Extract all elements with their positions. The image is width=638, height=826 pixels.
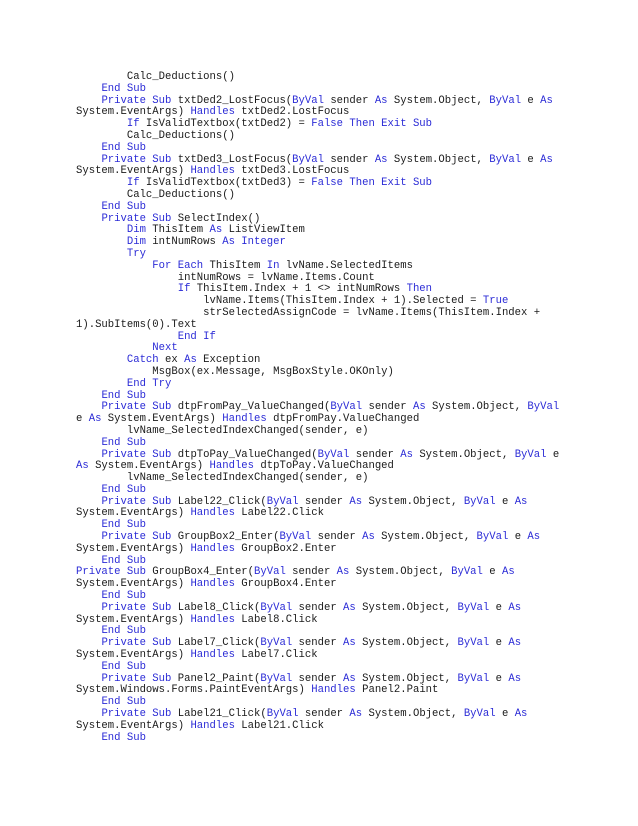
code-text: txtDed3.LostFocus — [234, 165, 350, 178]
code-keyword: Handles — [190, 165, 235, 178]
code-keyword: ByVal — [457, 601, 490, 614]
code-text — [76, 236, 127, 248]
code-text — [76, 154, 101, 166]
code-keyword: As — [540, 153, 553, 166]
code-text: Label21_Click( — [171, 708, 267, 721]
code-text: Label8.Click — [234, 613, 318, 626]
code-text: sender — [292, 637, 344, 650]
code-keyword: As — [412, 401, 426, 414]
code-line — [76, 508, 566, 520]
code-text — [76, 625, 101, 637]
code-keyword: ByVal — [451, 566, 483, 579]
code-keyword: Private Sub — [101, 708, 172, 721]
code-line — [76, 190, 566, 202]
code-keyword: ByVal — [260, 637, 293, 650]
code-keyword: ByVal — [292, 94, 324, 107]
code-text: System.EventArgs) — [76, 507, 191, 520]
code-keyword: As — [184, 354, 197, 367]
code-line — [76, 131, 566, 143]
code-keyword: End Sub — [101, 483, 146, 496]
code-keyword: As — [508, 601, 522, 614]
code-keyword: As — [501, 566, 515, 579]
code-text: ex — [158, 354, 185, 367]
code-text: System.EventArgs) — [76, 649, 191, 662]
code-keyword: As — [508, 637, 522, 650]
code-text — [76, 366, 152, 378]
code-text — [76, 472, 127, 484]
code-keyword: Then — [406, 283, 433, 296]
code-text: txtDed3_LostFocus( — [171, 153, 293, 166]
code-keyword: Handles — [222, 413, 267, 426]
code-text — [76, 283, 178, 295]
code-text: dtpToPay.ValueChanged — [254, 460, 394, 473]
code-keyword: Handles — [311, 684, 356, 697]
code-text: sender — [292, 672, 344, 685]
code-text — [76, 118, 127, 130]
code-keyword: Private Sub — [101, 637, 172, 650]
code-text: sender — [292, 601, 344, 614]
code-keyword: Try — [126, 247, 146, 260]
code-text — [76, 342, 152, 354]
code-keyword: As — [508, 672, 522, 685]
code-text: Label22.Click — [234, 507, 324, 520]
code-text: sender — [323, 94, 375, 107]
code-line — [76, 72, 566, 84]
code-text: e — [508, 531, 528, 544]
code-keyword: As — [349, 708, 363, 721]
code-text — [76, 260, 152, 272]
code-text: sender — [285, 566, 337, 579]
code-text: Label7.Click — [234, 649, 318, 662]
code-keyword: Private Sub — [101, 94, 172, 107]
code-text: System.EventArgs) — [76, 165, 191, 178]
code-keyword: In — [266, 259, 280, 272]
code-keyword: ByVal — [260, 672, 293, 685]
code-text: ThisItem — [145, 224, 210, 237]
code-text — [76, 696, 101, 708]
code-text: dtpFromPay.ValueChanged — [266, 413, 420, 426]
code-text: e — [521, 153, 541, 166]
code-text: System.Object, — [362, 708, 464, 721]
code-keyword: End Sub — [101, 200, 146, 213]
code-text: Panel2_Paint( — [171, 672, 261, 685]
code-keyword: End Sub — [101, 590, 146, 603]
code-keyword: Private Sub — [76, 566, 146, 579]
code-text — [76, 519, 101, 531]
code-text — [76, 189, 127, 201]
code-keyword: ByVal — [463, 495, 496, 508]
code-text: Panel2.Paint — [355, 684, 439, 697]
code-text — [76, 295, 203, 307]
code-text: sender — [362, 401, 413, 414]
code-text: System.Object, — [349, 566, 452, 579]
code-text — [76, 673, 101, 685]
code-keyword: Private Sub — [101, 401, 172, 414]
code-keyword: End Sub — [101, 519, 146, 532]
code-keyword: ByVal — [489, 94, 522, 107]
code-line — [76, 733, 566, 745]
code-text: GroupBox4.Enter — [234, 578, 337, 591]
code-keyword: End Sub — [101, 82, 146, 95]
code-line — [76, 544, 566, 556]
code-keyword: Private Sub — [101, 672, 172, 685]
code-text: System.EventArgs) — [101, 413, 223, 426]
code-text: Calc_Deductions() — [126, 188, 235, 201]
code-keyword: Private Sub — [101, 212, 172, 225]
code-keyword: As — [343, 601, 356, 614]
code-keyword: As — [209, 224, 223, 237]
code-text: System.EventArgs) — [76, 719, 191, 732]
code-keyword: As — [540, 94, 553, 107]
code-text: lvName.Items(ThisItem.Index + 1).Selected = — [203, 295, 483, 308]
code-keyword: ByVal — [266, 495, 299, 508]
code-text — [76, 142, 101, 154]
code-keyword: End Sub — [101, 696, 146, 709]
code-keyword: End Sub — [101, 389, 146, 402]
code-text — [76, 201, 101, 213]
code-keyword: Private Sub — [101, 153, 172, 166]
code-line — [76, 237, 566, 249]
code-text: Label8_Click( — [171, 601, 261, 614]
code-text: lvName.SelectedItems — [279, 259, 413, 272]
code-line — [76, 721, 566, 733]
code-text: GroupBox2.Enter — [234, 542, 337, 555]
code-text: System.Object, — [362, 495, 464, 508]
code-keyword: ByVal — [317, 448, 350, 461]
code-text: MsgBox(ex.Message, MsgBoxStyle.OKOnly) — [152, 365, 394, 378]
code-text: System.Object, — [355, 601, 458, 614]
code-text — [76, 484, 101, 496]
code-text — [76, 590, 101, 602]
code-keyword: As — [374, 153, 388, 166]
code-text: Label21.Click — [234, 719, 324, 732]
code-text — [76, 354, 127, 366]
code-text: System.Object, — [374, 531, 477, 544]
code-keyword: End Try — [126, 377, 172, 390]
code-text — [76, 331, 178, 343]
code-text: System.Windows.Forms.PaintEventArgs) — [76, 684, 312, 697]
code-text: sender — [311, 531, 363, 544]
code-text — [76, 449, 101, 461]
code-text — [76, 95, 101, 107]
code-keyword: ByVal — [330, 401, 363, 414]
code-text: lvName_SelectedIndexChanged(sender, e) — [126, 424, 369, 437]
code-text — [76, 496, 101, 508]
code-keyword: Handles — [190, 507, 235, 520]
code-keyword: End Sub — [101, 660, 146, 673]
code-keyword: ByVal — [476, 531, 509, 544]
code-keyword: Handles — [190, 649, 235, 662]
code-text: sender — [298, 708, 350, 721]
code-text — [76, 390, 101, 402]
code-text: System.Object, — [355, 637, 458, 650]
code-text — [76, 661, 101, 673]
code-keyword: As — [343, 637, 356, 650]
code-line — [76, 650, 566, 662]
code-text: System.EventArgs) — [76, 613, 191, 626]
code-keyword: As — [527, 531, 541, 544]
code-text: e — [521, 94, 541, 107]
code-keyword: False Then Exit Sub — [311, 118, 433, 131]
code-text: IsValidTextbox(txtDed2) = — [139, 118, 312, 131]
code-text — [76, 437, 101, 449]
code-text — [76, 272, 178, 284]
code-keyword: End Sub — [101, 554, 146, 567]
code-text — [76, 401, 101, 413]
code-text: Calc_Deductions() — [126, 129, 235, 142]
code-keyword: ByVal — [266, 708, 299, 721]
code-text: Label22_Click( — [171, 495, 267, 508]
code-text — [76, 425, 127, 437]
code-text — [76, 637, 101, 649]
code-keyword: Catch — [126, 354, 159, 367]
code-keyword: As — [76, 460, 89, 473]
code-text: System.EventArgs) — [76, 542, 191, 555]
code-text: System.EventArgs) — [76, 578, 191, 591]
code-keyword: If — [177, 283, 191, 296]
code-keyword: Dim — [126, 236, 146, 249]
code-keyword: ByVal — [254, 566, 286, 579]
code-keyword: End Sub — [101, 625, 146, 638]
code-text: GroupBox4_Enter( — [145, 566, 255, 579]
code-text: dtpToPay_ValueChanged( — [171, 448, 318, 461]
code-text: SelectIndex() — [171, 212, 261, 225]
code-text: txtDed2_LostFocus( — [171, 94, 293, 107]
code-text — [76, 177, 127, 189]
code-text — [76, 531, 101, 543]
code-line — [76, 579, 566, 591]
code-text: System.Object, — [412, 448, 515, 461]
code-text: sender — [323, 153, 375, 166]
code-text: System.EventArgs) — [88, 460, 210, 473]
code-text: e — [495, 495, 515, 508]
code-text: 1).SubItems(0).Text — [76, 318, 197, 331]
code-text: Calc_Deductions() — [126, 71, 235, 83]
code-text — [76, 378, 127, 390]
code-text: System.Object, — [425, 401, 528, 414]
code-text: e — [489, 601, 509, 614]
code-text: intNumRows — [145, 236, 223, 249]
code-keyword: ByVal — [514, 448, 547, 461]
code-keyword: As — [514, 495, 528, 508]
code-keyword: As — [349, 495, 363, 508]
code-listing — [76, 72, 566, 744]
code-text: sender — [349, 448, 401, 461]
code-text — [76, 708, 101, 720]
code-text — [76, 213, 101, 225]
code-keyword: As Integer — [222, 236, 286, 249]
code-text — [76, 83, 101, 95]
code-line — [76, 379, 566, 391]
code-text: txtDed2.LostFocus — [234, 106, 350, 119]
code-text: System.EventArgs) — [76, 106, 191, 119]
code-keyword: For Each — [152, 259, 204, 272]
code-text: GroupBox2_Enter( — [171, 531, 280, 544]
code-text: intNumRows = lvName.Items.Count — [177, 271, 375, 284]
code-keyword: Handles — [190, 719, 235, 732]
code-keyword: As — [400, 448, 413, 461]
code-keyword: As — [88, 413, 102, 426]
code-keyword: As — [343, 672, 356, 685]
code-text: e — [546, 448, 560, 461]
code-keyword: ByVal — [489, 153, 522, 166]
code-keyword: ByVal — [292, 153, 324, 166]
code-keyword: Handles — [190, 613, 235, 626]
code-keyword: As — [362, 531, 375, 544]
code-keyword: False Then Exit Sub — [311, 177, 433, 190]
code-text: Label7_Click( — [171, 637, 261, 650]
code-text: e — [482, 566, 502, 579]
code-text: dtpFromPay_ValueChanged( — [171, 401, 331, 414]
code-keyword: As — [374, 94, 388, 107]
code-text — [76, 732, 101, 744]
code-keyword: ByVal — [457, 637, 490, 650]
code-keyword: ByVal — [457, 672, 490, 685]
code-keyword: Handles — [209, 460, 255, 473]
code-keyword: If — [126, 177, 140, 190]
code-text: e — [489, 672, 509, 685]
code-line — [76, 426, 566, 438]
code-keyword: As — [336, 566, 350, 579]
code-keyword: Handles — [190, 542, 235, 555]
code-keyword: End If — [177, 330, 216, 343]
code-keyword: ByVal — [279, 531, 312, 544]
code-text: ThisItem.Index + 1 <> intNumRows — [190, 283, 407, 296]
code-keyword: End Sub — [101, 731, 146, 744]
code-keyword: Private Sub — [101, 531, 172, 544]
code-keyword: Dim — [126, 224, 146, 237]
code-keyword: End Sub — [101, 436, 146, 449]
code-keyword: ByVal — [260, 601, 293, 614]
code-line — [76, 615, 566, 627]
code-text: e — [495, 708, 515, 721]
code-text: IsValidTextbox(txtDed3) = — [139, 177, 312, 190]
code-keyword: ByVal — [527, 401, 560, 414]
code-keyword: Next — [152, 342, 178, 355]
code-text: System.Object, — [387, 94, 490, 107]
code-keyword: Private Sub — [101, 448, 172, 461]
code-text: ThisItem — [203, 259, 267, 272]
code-keyword: True — [482, 295, 509, 308]
code-text: System.Object, — [355, 672, 458, 685]
code-keyword: Private Sub — [101, 495, 172, 508]
code-line — [76, 685, 566, 697]
code-keyword: Handles — [190, 578, 235, 591]
code-text: e — [76, 413, 89, 426]
code-text: sender — [298, 495, 350, 508]
code-text — [76, 307, 203, 319]
code-keyword: ByVal — [463, 708, 496, 721]
code-text — [76, 555, 101, 567]
code-text — [76, 248, 127, 260]
code-text: strSelectedAssignCode = lvName.Items(ThisItem.Index + — [203, 306, 541, 319]
code-keyword: Private Sub — [101, 601, 172, 614]
code-text — [76, 130, 127, 142]
code-text: Exception — [196, 354, 261, 367]
code-text — [76, 602, 101, 614]
code-text — [76, 71, 127, 83]
code-keyword: As — [514, 708, 528, 721]
code-text: ListViewItem — [222, 224, 305, 237]
code-text: e — [489, 637, 509, 650]
code-keyword: Handles — [190, 106, 235, 119]
code-text — [76, 224, 127, 236]
code-text: System.Object, — [387, 153, 490, 166]
code-keyword: End Sub — [101, 141, 146, 154]
code-line — [76, 473, 566, 485]
code-text: lvName_SelectedIndexChanged(sender, e) — [126, 472, 369, 485]
code-keyword: If — [126, 118, 140, 131]
